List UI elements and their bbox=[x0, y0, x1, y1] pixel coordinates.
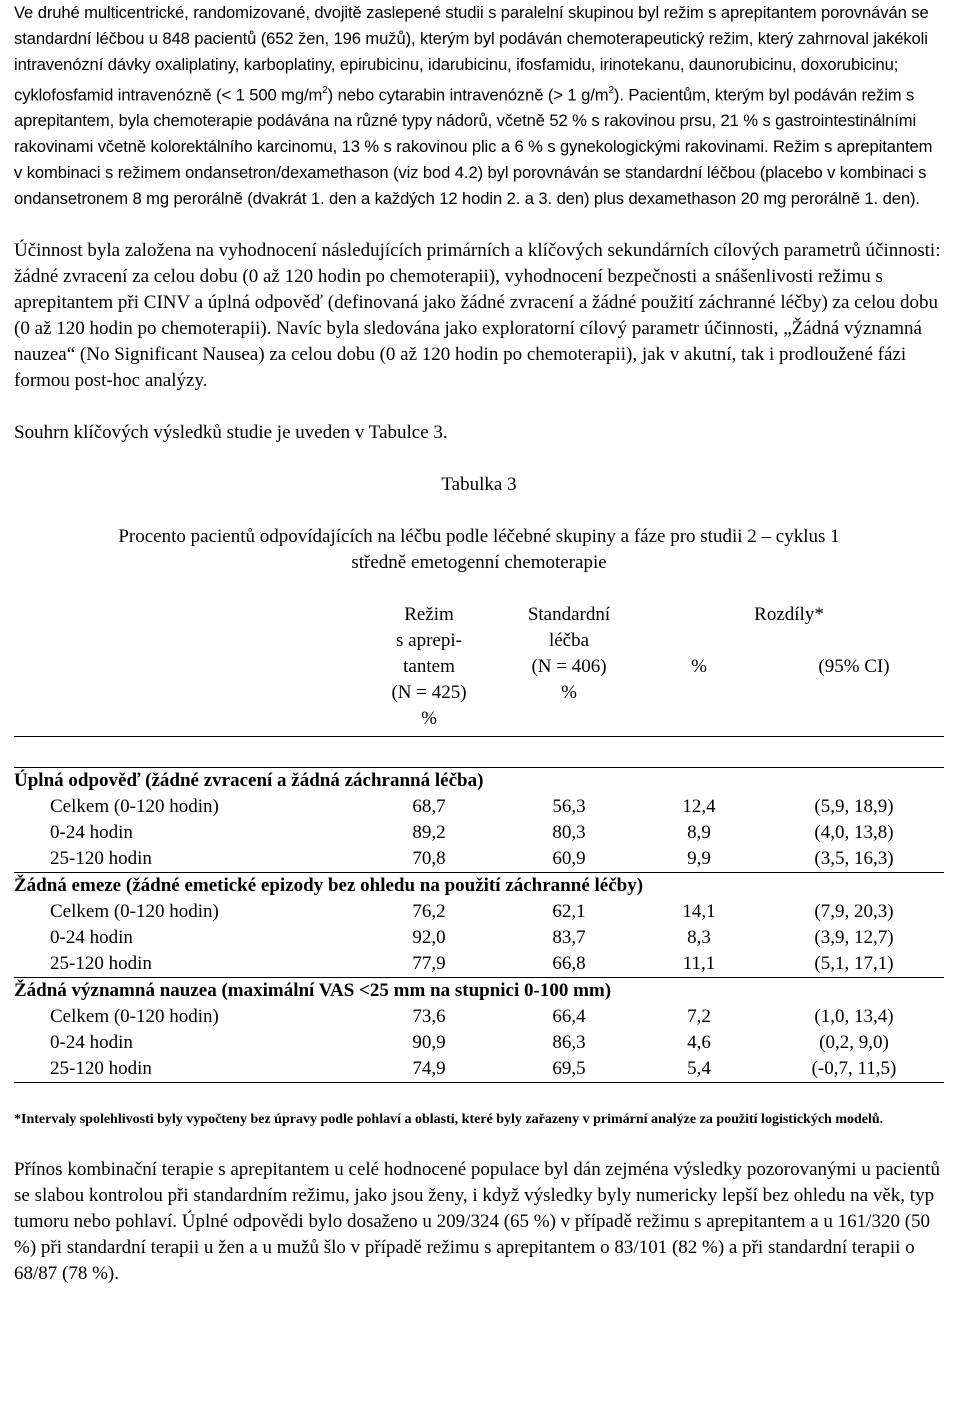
row-standard: 60,9 bbox=[552, 848, 586, 870]
table-header-row bbox=[14, 602, 944, 737]
row-label: Celkem (0-120 hodin) bbox=[50, 901, 219, 923]
intro-text-part1: Ve druhé multicentrické, randomizované, dvojitě zaslepené studii s paralelní skupinou byl režim s aprepitantem porovnáván se standardní léčbou u 848 pacientů (652 žen, 196 mužů), kterým byl podáván chemoterapeutický režim, který zahrnoval jakékoli intravenózní dávky oxaliplatiny, karboplatiny, epirubicinu, idarubicinu, ifosfamidu, irinotekanu, daunorubicinu, doxorubicinu; cyklofosfamid intravenózně (< 1 500 mg/m bbox=[14, 3, 929, 105]
row-label: 0-24 hodin bbox=[50, 822, 133, 844]
row-ci: (0,2, 9,0) bbox=[819, 1032, 889, 1054]
row-diff: 5,4 bbox=[634, 1056, 764, 1083]
table-row bbox=[14, 794, 944, 820]
intro-text-part2: ) nebo cytarabin intravenózně (> 1 g/m bbox=[327, 85, 609, 105]
row-ci: (1,0, 13,4) bbox=[814, 1006, 894, 1028]
header-aprepitant-line: Režim bbox=[404, 604, 454, 626]
row-standard: 69,5 bbox=[504, 1056, 634, 1083]
row-aprepitant: 73,6 bbox=[412, 1006, 446, 1028]
header-empty-cell bbox=[14, 602, 354, 737]
row-label: 0-24 hodin bbox=[50, 927, 133, 949]
row-ci: (-0,7, 11,5) bbox=[764, 1056, 944, 1083]
table-section-heading bbox=[14, 873, 944, 900]
table-row bbox=[14, 1004, 944, 1030]
efficacy-paragraph: Účinnost byla založena na vyhodnocení následujících primárních a klíčových sekundárních cílových parametrů účinnosti: žádné zvracení za celou dobu (0 až 120 hodin po chemoterapii), vyhodnocení bezpečnosti a snášenlivosti režimu s aprepitantem při CINV a úplná odpověď (definovaná jako žádné zvracení a žádné použití záchranné léčby) za celou dobu (0 až 120 hodin po chemoterapii). Navíc byla sledována jako exploratorní cílový parametr účinnosti, „Žádná významná nauzea“ (No Significant Nausea) za celou dobu (0 až 120 hodin po chemoterapii), jak v akutní, tak i prodloužené fázi formou post-hoc analýzy. bbox=[14, 240, 941, 392]
table-row bbox=[14, 899, 944, 925]
header-diff-ci-label: (95% CI) bbox=[818, 656, 890, 678]
row-aprepitant: 92,0 bbox=[412, 927, 446, 949]
row-diff: 8,3 bbox=[687, 927, 711, 949]
row-diff: 14,1 bbox=[682, 901, 716, 923]
intro-superscript-2: 2 bbox=[608, 85, 614, 96]
intro-paragraph bbox=[14, 0, 944, 212]
row-diff: 4,6 bbox=[687, 1032, 711, 1054]
row-ci: (3,9, 12,7) bbox=[814, 927, 894, 949]
row-label: Celkem (0-120 hodin) bbox=[50, 796, 219, 818]
row-standard: 86,3 bbox=[552, 1032, 586, 1054]
row-ci: (7,9, 20,3) bbox=[814, 901, 894, 923]
row-label: 25-120 hodin bbox=[50, 848, 152, 870]
document-page bbox=[14, 0, 944, 1287]
row-standard: 56,3 bbox=[552, 796, 586, 818]
header-standard-line: (N = 406) bbox=[531, 656, 607, 678]
table-section-heading bbox=[14, 978, 944, 1005]
row-aprepitant: 90,9 bbox=[412, 1032, 446, 1054]
row-standard: 80,3 bbox=[552, 822, 586, 844]
row-label: 25-120 hodin bbox=[14, 1056, 354, 1083]
row-ci: (5,1, 17,1) bbox=[814, 953, 894, 975]
header-diff-pct-label: % bbox=[691, 656, 707, 678]
row-label: Celkem (0-120 hodin) bbox=[50, 1006, 219, 1028]
header-aprepitant-line: % bbox=[421, 708, 437, 730]
row-aprepitant: 89,2 bbox=[412, 822, 446, 844]
row-standard: 62,1 bbox=[552, 901, 586, 923]
table-caption-line1: Procento pacientů odpovídajících na léčbu podle léčebné skupiny a fáze pro studii 2 – cyklus 1 bbox=[118, 526, 840, 548]
row-diff: 8,9 bbox=[687, 822, 711, 844]
row-ci: (3,5, 16,3) bbox=[814, 848, 894, 870]
table-caption-line2: středně emetogenní chemoterapie bbox=[351, 552, 607, 574]
header-diff-ci bbox=[754, 602, 944, 737]
header-aprepitant-line: s aprepi- bbox=[396, 630, 462, 652]
row-aprepitant: 68,7 bbox=[412, 796, 446, 818]
header-standard-line: Standardní bbox=[527, 604, 611, 626]
row-aprepitant: 76,2 bbox=[412, 901, 446, 923]
header-standard bbox=[504, 602, 634, 737]
row-aprepitant: 74,9 bbox=[354, 1056, 504, 1083]
row-label: 25-120 hodin bbox=[50, 953, 152, 975]
summary-sentence: Souhrn klíčových výsledků studie je uveden v Tabulce 3. bbox=[14, 422, 448, 444]
table-row bbox=[14, 1030, 944, 1056]
row-aprepitant: 70,8 bbox=[412, 848, 446, 870]
table-spacer bbox=[14, 737, 944, 768]
row-ci: (4,0, 13,8) bbox=[814, 822, 894, 844]
table-row bbox=[14, 925, 944, 951]
table-title: Tabulka 3 bbox=[441, 474, 517, 496]
table-section-heading bbox=[14, 768, 944, 795]
row-diff: 12,4 bbox=[682, 796, 716, 818]
row-aprepitant: 77,9 bbox=[412, 953, 446, 975]
table-row bbox=[14, 846, 944, 873]
section-title: Žádná emeze (žádné emetické epizody bez ohledu na použití záchranné léčby) bbox=[14, 873, 944, 900]
row-ci: (5,9, 18,9) bbox=[814, 796, 894, 818]
row-standard: 66,8 bbox=[552, 953, 586, 975]
table-footnote: *Intervaly spolehlivosti byly vypočteny bez úpravy podle pohlaví a oblasti, které byly zařazeny v primární analýze za použití logistických modelů. bbox=[14, 1112, 884, 1128]
table-row bbox=[14, 951, 944, 978]
conclusion-paragraph: Přínos kombinační terapie s aprepitantem u celé hodnocené populace byl dán zejména výsledky pozorovanými u pacientů se slabou kontrolou při standardním režimu, jako jsou ženy, i když výsledky byly numericky lepší bez ohledu na věk, typ tumoru nebo pohlaví. Úplné odpovědi bylo dosaženo u 209/324 (65 %) v případě režimu s aprepitantem a u 161/320 (50 %) při standardní terapii u žen a u mužů šlo v případě režimu s aprepitantem o 83/101 (82 %) a při standardní terapii o 68/87 (78 %). bbox=[14, 1159, 940, 1285]
intro-text-part3: ). bbox=[613, 85, 629, 105]
row-diff: 7,2 bbox=[687, 1006, 711, 1028]
results-table bbox=[14, 602, 944, 1083]
row-standard: 66,4 bbox=[552, 1006, 586, 1028]
table-caption bbox=[14, 524, 944, 576]
header-diff-title: Rozdíly* bbox=[754, 604, 824, 626]
section-title: Žádná významná nauzea (maximální VAS <25 mm na stupnici 0-100 mm) bbox=[14, 978, 944, 1005]
row-diff: 9,9 bbox=[687, 848, 711, 870]
row-label: 0-24 hodin bbox=[50, 1032, 133, 1054]
row-diff: 11,1 bbox=[682, 953, 716, 975]
section-title: Úplná odpověď (žádné zvracení a žádná záchranná léčba) bbox=[14, 768, 944, 795]
header-aprepitant-line: (N = 425) bbox=[391, 682, 467, 704]
table-row bbox=[14, 820, 944, 846]
intro-text-part4: Pacientům, kterým byl podáván režim s aprepitantem, byla chemoterapie podávána na různé typy nádorů, včetně 52 % s rakovinou prsu, 21 % s gastrointestinálními rakovinami včetně kolorektálního karcinomu, 13 % s rakovinou plic a 6 % s gynekologickými rakovinami. Režim s aprepitantem v kombinaci s režimem ondansetron/dexamethason (viz bod 4.2) byl porovnáván se standardní léčbou (placebo v kombinaci s ondansetronem 8 mg perorálně (dvakrát 1. den a každých 12 hodin 2. a 3. den) plus dexamethason 20 mg perorálně 1. den). bbox=[14, 85, 933, 209]
intro-superscript-1: 2 bbox=[322, 85, 328, 96]
table-row bbox=[14, 1056, 944, 1083]
header-standard-line: % bbox=[561, 682, 577, 704]
row-standard: 83,7 bbox=[552, 927, 586, 949]
header-aprepitant-line: tantem bbox=[403, 656, 455, 678]
header-aprepitant bbox=[354, 602, 504, 737]
header-standard-line: léčba bbox=[548, 630, 590, 652]
